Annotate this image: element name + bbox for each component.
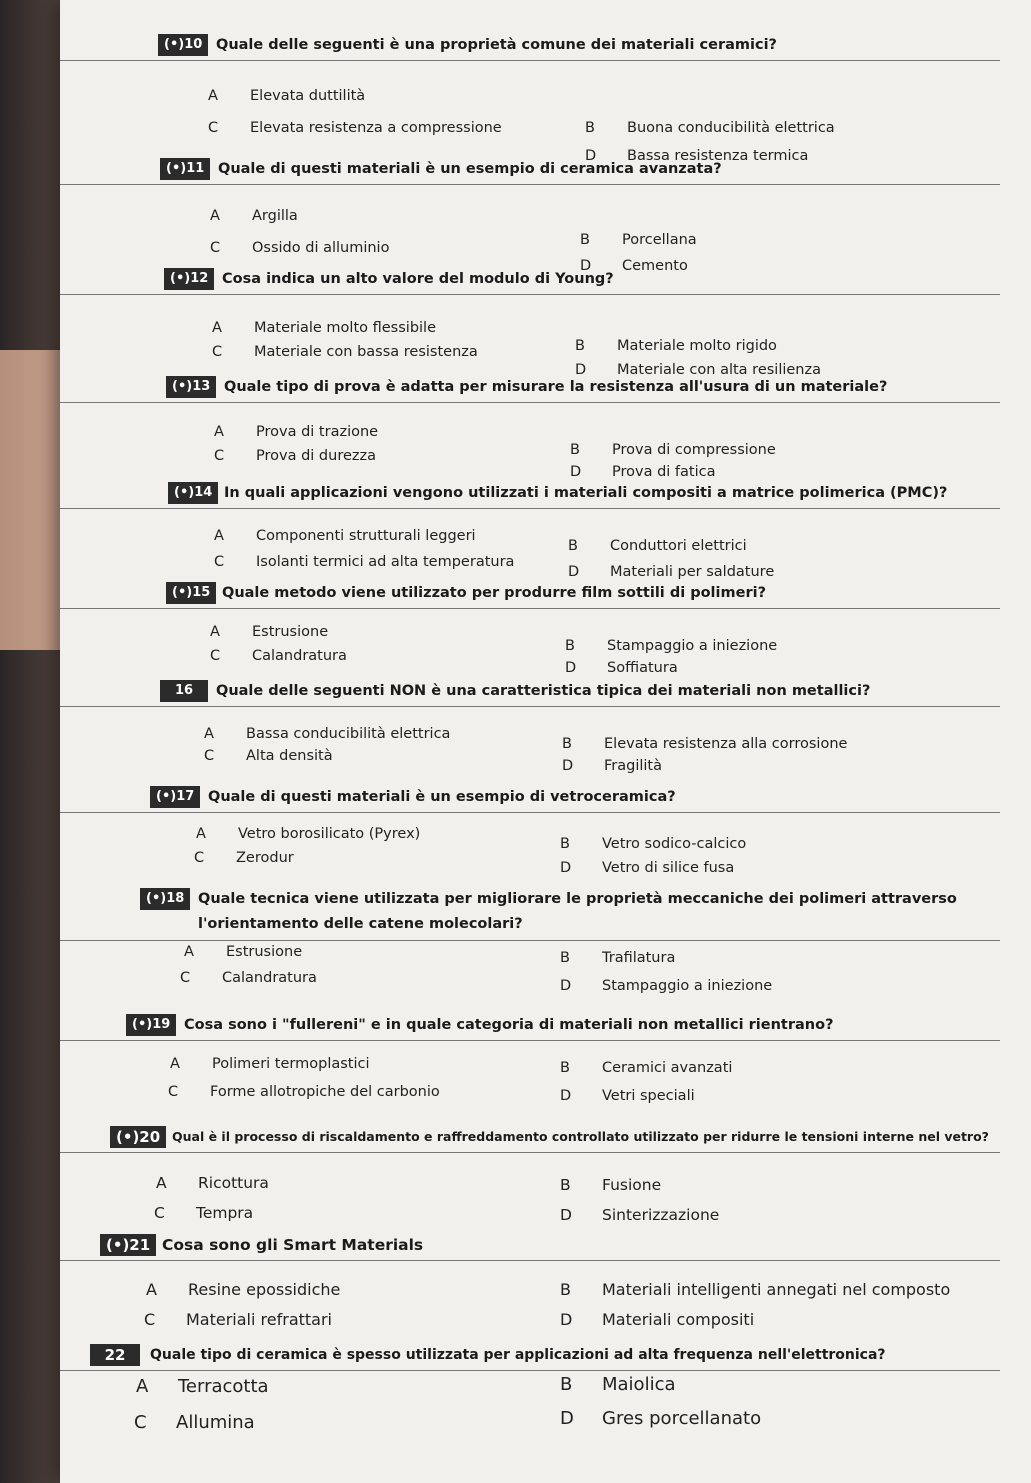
option-c: C Calandratura	[180, 970, 317, 986]
option-a: A Bassa conducibilità elettrica	[204, 726, 451, 742]
option-b: B Buona conducibilità elettrica	[585, 120, 835, 136]
option-b: B Conduttori elettrici	[568, 538, 747, 554]
question-16	[60, 680, 1000, 774]
option-b: B Materiali intelligenti annegati nel composto	[560, 1280, 951, 1299]
option-d: D Vetri speciali	[560, 1088, 695, 1104]
question-text: Cosa sono gli Smart Materials	[162, 1236, 424, 1254]
question-header	[60, 888, 1000, 941]
option-c: C Forme allotropiche del carbonio	[168, 1084, 440, 1100]
option-a: A Estrusione	[210, 624, 329, 640]
option-a: A Terracotta	[136, 1376, 269, 1397]
question-number: (•)10	[158, 34, 208, 56]
question-text: Quale delle seguenti è una proprietà comune dei materiali ceramici?	[216, 37, 777, 53]
question-number: (•)13	[166, 376, 216, 398]
option-c: C Calandratura	[210, 648, 347, 664]
option-d: D Materiali per saldature	[568, 564, 775, 580]
option-c: C Allumina	[134, 1412, 255, 1433]
option-b: B Ceramici avanzati	[560, 1060, 733, 1076]
option-d: D Sinterizzazione	[560, 1206, 720, 1224]
option-a: A Polimeri termoplastici	[170, 1056, 370, 1072]
question-number: 16	[160, 680, 208, 702]
question-15	[60, 582, 1000, 676]
option-c: C Ossido di alluminio	[210, 240, 390, 256]
question-17	[60, 786, 1000, 876]
question-text: Quale di questi materiali è un esempio di vetroceramica?	[208, 789, 676, 805]
option-a: A Materiale molto flessibile	[212, 320, 437, 336]
option-a: A Componenti strutturali leggeri	[214, 528, 476, 544]
question-text-line2: l'orientamento delle catene molecolari?	[198, 916, 523, 932]
question-10	[60, 34, 1000, 164]
option-d: D Bassa resistenza termica	[585, 148, 809, 164]
option-a: A Resine epossidiche	[146, 1280, 341, 1299]
question-text: Qual è il processo di riscaldamento e raffreddamento controllato utilizzato per ridurre le tensioni interne nel vetro?	[172, 1129, 989, 1144]
question-number: (•)20	[110, 1126, 166, 1148]
option-c: C Isolanti termici ad alta temperatura	[214, 554, 515, 570]
question-header	[60, 1234, 1000, 1261]
question-text: Cosa sono i "fullereni" e in quale categoria di materiali non metallici rientrano?	[184, 1017, 834, 1033]
question-header	[60, 34, 1000, 61]
option-d: D Materiale con alta resilienza	[575, 362, 821, 378]
question-number: (•)21	[100, 1234, 156, 1256]
question-text: Quale delle seguenti NON è una caratteristica tipica dei materiali non metallici?	[216, 683, 871, 699]
question-header	[60, 482, 1000, 509]
option-c: C Prova di durezza	[214, 448, 376, 464]
question-header	[60, 582, 1000, 609]
option-d: D Prova di fatica	[570, 464, 716, 480]
question-11	[60, 158, 1000, 274]
option-b: B Elevata resistenza alla corrosione	[562, 736, 848, 752]
option-b: B Porcellana	[580, 232, 697, 248]
question-header	[60, 268, 1000, 295]
question-text: Cosa indica un alto valore del modulo di Young?	[222, 271, 614, 287]
question-number: (•)19	[126, 1014, 176, 1036]
option-b: B Stampaggio a iniezione	[565, 638, 778, 654]
option-a: A Elevata duttilità	[208, 88, 366, 104]
option-d: D Stampaggio a iniezione	[560, 978, 773, 994]
option-b: B Fusione	[560, 1176, 662, 1194]
question-number: (•)14	[168, 482, 218, 504]
option-c: C Zerodur	[194, 850, 294, 866]
question-number: (•)18	[140, 888, 190, 910]
question-20	[60, 1126, 1000, 1224]
option-a: A Prova di trazione	[214, 424, 379, 440]
option-a: A Argilla	[210, 208, 298, 224]
option-c: C Materiali refrattari	[144, 1310, 332, 1329]
question-22	[60, 1344, 1000, 1433]
question-14	[60, 482, 1000, 580]
question-13	[60, 376, 1000, 480]
question-12	[60, 268, 1000, 378]
option-d: D Gres porcellanato	[560, 1408, 762, 1429]
option-c: C Materiale con bassa resistenza	[212, 344, 478, 360]
option-b: B Vetro sodico-calcico	[560, 836, 747, 852]
option-c: C Tempra	[154, 1204, 254, 1222]
question-text: Quale tecnica viene utilizzata per migliorare le proprietà meccaniche dei polimeri attraverso	[198, 891, 957, 907]
option-c: C Elevata resistenza a compressione	[208, 120, 502, 136]
question-header	[60, 158, 1000, 185]
question-number: (•)17	[150, 786, 200, 808]
question-header	[60, 1014, 1000, 1041]
option-c: C Alta densità	[204, 748, 333, 764]
question-text: Quale tipo di ceramica è spesso utilizzata per applicazioni ad alta frequenza nell'elettronica?	[150, 1347, 886, 1363]
option-b: B Maiolica	[560, 1374, 676, 1395]
question-header	[60, 1344, 1000, 1371]
option-d: D Cemento	[580, 258, 688, 274]
question-number: (•)15	[166, 582, 216, 604]
question-18	[60, 888, 1000, 994]
option-d: D Vetro di silice fusa	[560, 860, 735, 876]
option-b: B Trafilatura	[560, 950, 676, 966]
option-d: D Soffiatura	[565, 660, 678, 676]
option-d: D Materiali compositi	[560, 1310, 755, 1329]
question-number: 22	[90, 1344, 140, 1366]
question-header	[60, 786, 1000, 813]
question-header	[60, 376, 1000, 403]
option-a: A Estrusione	[184, 944, 303, 960]
question-text: In quali applicazioni vengono utilizzati i materiali compositi a matrice polimerica (PMC)?	[224, 485, 948, 501]
question-19	[60, 1014, 1000, 1104]
question-number: (•)12	[164, 268, 214, 290]
option-b: B Prova di compressione	[570, 442, 776, 458]
option-d: D Fragilità	[562, 758, 662, 774]
option-b: B Materiale molto rigido	[575, 338, 777, 354]
question-text: Quale metodo viene utilizzato per produrre film sottili di polimeri?	[222, 585, 766, 601]
option-a: A Ricottura	[156, 1174, 269, 1192]
question-text: Quale di questi materiali è un esempio di ceramica avanzata?	[218, 161, 722, 177]
exam-sheet	[60, 0, 1031, 1483]
option-a: A Vetro borosilicato (Pyrex)	[196, 826, 421, 842]
question-number: (•)11	[160, 158, 210, 180]
question-header	[60, 680, 1000, 707]
question-text: Quale tipo di prova è adatta per misurare la resistenza all'usura di un materiale?	[224, 379, 888, 395]
question-21	[60, 1234, 1000, 1329]
question-header	[60, 1126, 1000, 1153]
